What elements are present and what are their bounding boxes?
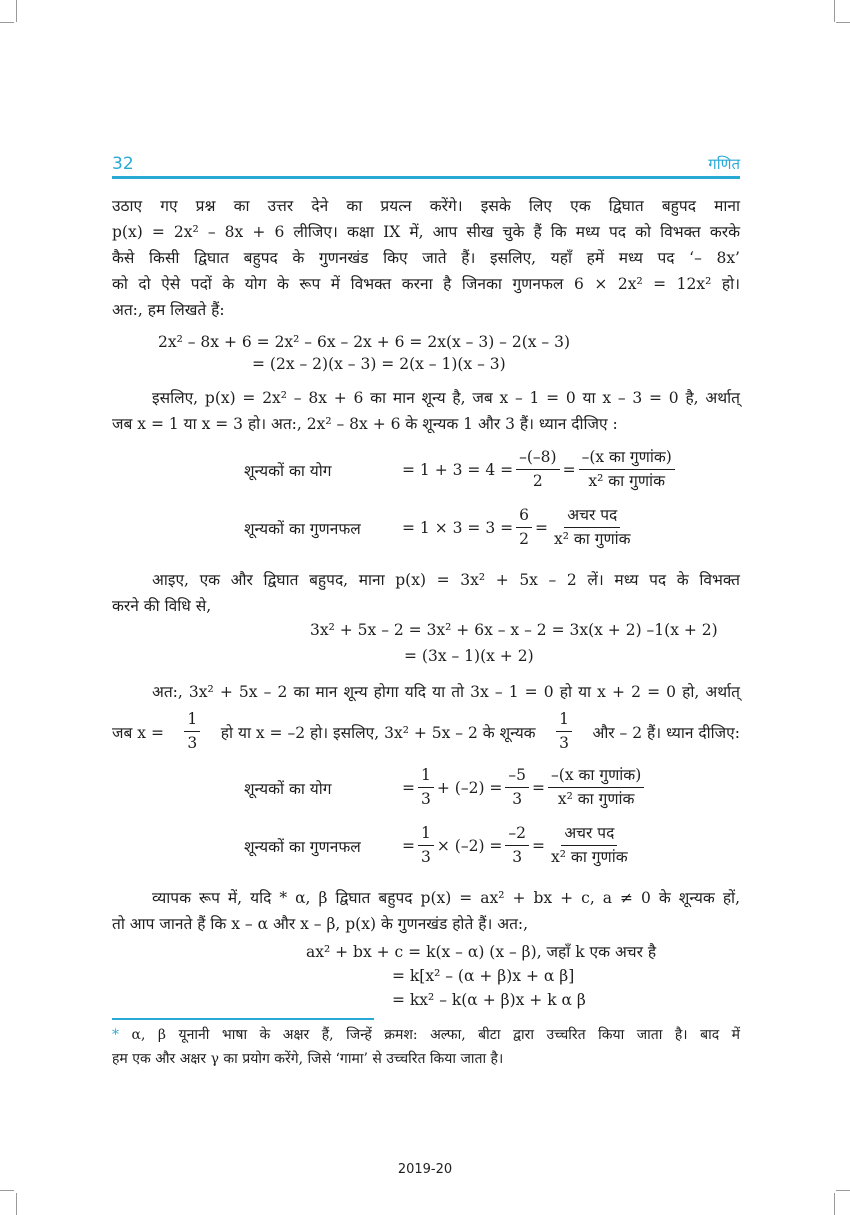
equation-line: = (3x – 1)(x + 2) bbox=[404, 647, 534, 665]
text-line: जब x = 1 या x = 3 हो। अत:, 2x² – 8x + 6 के शून्यक 1 और 3 हैं। ध्यान दीजिए : bbox=[112, 415, 618, 433]
equation-label: शून्यकों का योग bbox=[244, 779, 332, 798]
text-line: अत:, हम लिखते हैं: bbox=[112, 301, 225, 319]
equation-label: शून्यकों का योग bbox=[244, 461, 332, 480]
fraction: $\frac{1}{3}$ bbox=[418, 824, 434, 867]
fraction: $\frac{-5}{3}$ bbox=[505, 766, 529, 809]
crop-mark bbox=[834, 0, 835, 22]
fraction: $\frac{-(-8)}{2}$ bbox=[516, 448, 559, 491]
fraction: $\frac{1}{3}$ bbox=[556, 710, 572, 753]
text-line: कैसे किसी द्विघात बहुपद के गुणनखंड किए जाते हैं। इसलिए, यहाँ हमें मध्य पद ‘– 8x’ bbox=[112, 249, 740, 267]
equation-line: 3x² + 5x – 2 = 3x² + 6x – x – 2 = 3x(x + 2) –1(x + 2) bbox=[310, 621, 718, 639]
text-line: को दो ऐसे पदों के योग के रूप में विभक्त करना है जिनका गुणनफल 6 × 2x² = 12x² हो। bbox=[112, 275, 740, 293]
header-rule bbox=[112, 176, 740, 179]
crop-mark bbox=[834, 1193, 835, 1215]
equation-label: शून्यकों का गुणनफल bbox=[244, 837, 361, 856]
page-number: 32 bbox=[112, 154, 134, 174]
equation-line: = k[x² – (α + β)x + α β] bbox=[392, 967, 575, 985]
fraction: $\frac{\text{–(x का गुणांक)}}{\text{x² का गुणांक}}$ bbox=[548, 766, 644, 809]
text-line: उठाए गए प्रश्न का उत्तर देने का प्रयत्न करेंगे। इसके लिए एक द्विघात बहुपद माना bbox=[112, 197, 740, 215]
footnote: हम एक और अक्षर γ का प्रयोग करेंगे, जिसे ‘गामा’ से उच्चरित किया जाता है। bbox=[112, 1051, 504, 1067]
crop-mark bbox=[836, 22, 850, 23]
footnote: * α, β यूनानी भाषा के अक्षर हैं, जिन्हें क्रमश: अल्फा, बीटा द्वारा उच्चरित किया जाता है। बाद में bbox=[112, 1027, 741, 1043]
text-line: p(x) = 2x² – 8x + 6 लीजिए। कक्षा IX में, आप सीख चुके हैं कि मध्य पद को विभक्त करके bbox=[112, 223, 740, 241]
equation-line: = (2x – 2)(x – 3) = 2(x – 1)(x – 3) bbox=[252, 355, 506, 373]
crop-mark bbox=[16, 0, 17, 22]
footer-year: 2019-20 bbox=[397, 1162, 453, 1177]
text-line: करने की विधि से, bbox=[112, 597, 212, 615]
crop-mark bbox=[0, 1190, 14, 1191]
footnote-rule bbox=[112, 1018, 374, 1020]
crop-mark bbox=[0, 22, 14, 23]
text-line: इसलिए, p(x) = 2x² – 8x + 6 का मान शून्य है, जब x – 1 = 0 या x – 3 = 0 है, अर्थात् bbox=[152, 389, 740, 407]
fraction: $\frac{1}{3}$ bbox=[418, 766, 434, 809]
equation-line: = kx² – k(α + β)x + k α β bbox=[392, 991, 586, 1009]
text-line: अत:, 3x² + 5x – 2 का मान शून्य होगा यदि या तो 3x – 1 = 0 हो या x + 2 = 0 हो, अर्थात् bbox=[152, 683, 740, 701]
fraction: $\frac{1}{3}$ bbox=[184, 710, 200, 753]
fraction: $\frac{\text{–(x का गुणांक)}}{\text{x² का गुणांक}}$ bbox=[579, 448, 675, 491]
text-line: तो आप जानते हैं कि x – α और x – β, p(x) के गुणनखंड होते हैं। अत:, bbox=[112, 915, 529, 933]
fraction: $\frac{-2}{3}$ bbox=[505, 824, 529, 867]
equation-expr: = 1 + 3 = 4 = bbox=[402, 460, 514, 479]
equation-expr: = 1 × 3 = 3 = bbox=[402, 518, 514, 537]
footnote-marker: * bbox=[112, 1027, 119, 1043]
zeros-sum-equation: शून्यकों का योग = $\frac{1}{3}$ + (–2) = $\frac{-5}{3}$ = $\frac{\text{–(x का गुणांक)}}{\text{x² का गुणांक}}$ bbox=[244, 766, 647, 809]
page-header bbox=[112, 150, 740, 180]
subject-title: गणित bbox=[708, 155, 740, 173]
text-line: जब x = $\frac{1}{3}$ हो या x = –2 हो। इसलिए, 3x² + 5x – 2 के शून्यक $\frac{1}{3}$ और – 2 हैं। ध्यान दीजिए: bbox=[112, 710, 740, 752]
text-line: आइए, एक और द्विघात बहुपद, माना p(x) = 3x² + 5x – 2 लें। मध्य पद के विभक्त bbox=[152, 571, 740, 589]
equation-line: ax² + bx + c = k(x – α) (x – β), जहाँ k एक अचर है bbox=[306, 943, 657, 961]
fraction: $\frac{\text{अचर पद}}{\text{x² का गुणांक}}$ bbox=[553, 506, 631, 548]
equation-line: 2x² – 8x + 6 = 2x² – 6x – 2x + 6 = 2x(x – 3) – 2(x – 3) bbox=[158, 333, 571, 351]
zeros-sum-equation: शून्यकों का योग = 1 + 3 = 4 = $\frac{-(-8)}{2}$ = $\frac{\text{–(x का गुणांक)}}{\text{x² का गुणांक}}$ bbox=[244, 448, 678, 491]
zeros-product-equation: शून्यकों का गुणनफल = 1 × 3 = 3 = $\frac{6}{2}$ = $\frac{\text{अचर पद}}{\text{x² का गुणांक}}$ bbox=[244, 506, 637, 549]
text-line: व्यापक रूप में, यदि * α, β द्विघात बहुपद p(x) = ax² + bx + c, a ≠ 0 के शून्यक हों, bbox=[152, 889, 740, 907]
zeros-product-equation: शून्यकों का गुणनफल = $\frac{1}{3}$ × (–2) = $\frac{-2}{3}$ = $\frac{\text{अचर पद}}{\text{x² का गुणांक}}$ bbox=[244, 824, 634, 867]
fraction: $\frac{\text{अचर पद}}{\text{x² का गुणांक}}$ bbox=[551, 824, 628, 866]
fraction: $\frac{6}{2}$ bbox=[516, 506, 532, 549]
crop-mark bbox=[16, 1193, 17, 1215]
crop-mark bbox=[836, 1190, 850, 1191]
equation-label: शून्यकों का गुणनफल bbox=[244, 519, 361, 538]
